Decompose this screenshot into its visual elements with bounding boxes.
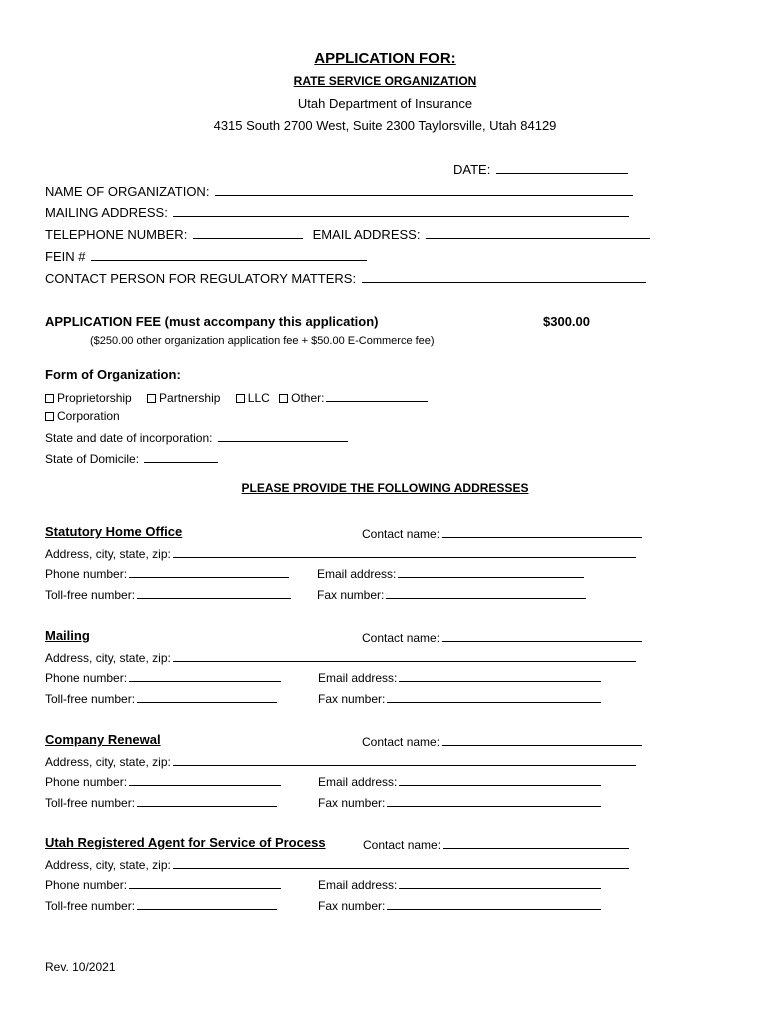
tollfree-label: Toll-free number: <box>45 588 136 602</box>
fein-row <box>45 248 367 264</box>
application-fee-label: APPLICATION FEE (must accompany this application) <box>45 314 379 329</box>
other-field[interactable] <box>326 389 428 402</box>
tollfree-field[interactable] <box>137 690 277 703</box>
tollfree-field[interactable] <box>137 897 277 910</box>
domicile-field[interactable] <box>144 450 218 463</box>
fax-row <box>317 586 586 602</box>
contact-name-row <box>362 629 642 645</box>
address-label: Address, city, state, zip: <box>45 858 171 872</box>
tollfree-field[interactable] <box>137 586 291 599</box>
regulatory-contact-field[interactable] <box>362 270 646 283</box>
fax-row <box>318 690 601 706</box>
incorporation-row <box>45 429 348 445</box>
address-field[interactable] <box>173 649 636 662</box>
email-field[interactable] <box>399 876 601 889</box>
fein-label: FEIN # <box>45 249 86 264</box>
date-label: DATE: <box>453 162 491 177</box>
contact-name-label: Contact name: <box>362 631 441 645</box>
checkbox-icon[interactable] <box>279 394 288 403</box>
address-field[interactable] <box>173 856 629 869</box>
fax-field[interactable] <box>387 897 601 910</box>
section-title: Mailing <box>45 628 90 643</box>
organization-form-heading: Form of Organization: <box>45 367 181 382</box>
email-row <box>317 565 584 581</box>
domicile-row <box>45 450 218 466</box>
checkbox-icon[interactable] <box>236 394 245 403</box>
email-field[interactable] <box>399 669 601 682</box>
phone-label: Phone number: <box>45 878 128 892</box>
fax-row <box>318 897 601 913</box>
domicile-label: State of Domicile: <box>45 452 140 466</box>
fax-label: Fax number: <box>318 796 386 810</box>
tollfree-row <box>45 794 277 810</box>
fee-breakdown-note: ($250.00 other organization application fee + $50.00 E-Commerce fee) <box>90 335 435 347</box>
address-field[interactable] <box>173 545 636 558</box>
incorporation-label: State and date of incorporation: <box>45 431 213 445</box>
tollfree-row <box>45 897 277 913</box>
fax-label: Fax number: <box>317 588 385 602</box>
fax-field[interactable] <box>387 690 601 703</box>
org-name-row <box>45 183 633 199</box>
contact-name-field[interactable] <box>443 836 629 849</box>
address-label: Address, city, state, zip: <box>45 755 171 769</box>
email-label: Email address: <box>318 671 398 685</box>
phone-label: Phone number: <box>45 775 128 789</box>
email-label: Email address: <box>318 878 398 892</box>
email-label: Email address: <box>317 567 397 581</box>
email-row <box>318 669 601 685</box>
phone-row <box>45 565 289 581</box>
mailing-address-field[interactable] <box>173 204 629 217</box>
address-row <box>45 649 636 665</box>
section-title: Utah Registered Agent for Service of Process <box>45 835 326 850</box>
checkbox-icon[interactable] <box>45 394 54 403</box>
phone-field[interactable] <box>129 773 281 786</box>
email-field[interactable] <box>398 565 584 578</box>
section-title: Statutory Home Office <box>45 524 183 539</box>
tollfree-field[interactable] <box>137 794 277 807</box>
phone-row <box>45 669 281 685</box>
phone-field[interactable] <box>129 565 289 578</box>
contact-name-row <box>363 836 629 852</box>
contact-name-label: Contact name: <box>362 735 441 749</box>
contact-name-label: Contact name: <box>363 838 442 852</box>
org-name-field[interactable] <box>215 183 633 196</box>
fax-label: Fax number: <box>318 692 386 706</box>
department-address: 4315 South 2700 West, Suite 2300 Taylorsville, Utah 84129 <box>213 118 557 133</box>
regulatory-contact-row <box>45 270 646 286</box>
option-llc[interactable]: LLC <box>236 391 270 405</box>
mailing-address-label: MAILING ADDRESS: <box>45 205 168 220</box>
checkbox-icon[interactable] <box>147 394 156 403</box>
date-row <box>453 161 628 177</box>
fein-field[interactable] <box>91 248 367 261</box>
contact-name-field[interactable] <box>442 629 642 642</box>
form-title: APPLICATION FOR: <box>314 50 456 67</box>
address-label: Address, city, state, zip: <box>45 651 171 665</box>
phone-row <box>45 773 281 789</box>
fax-field[interactable] <box>387 794 601 807</box>
mailing-address-row <box>45 204 629 220</box>
tollfree-label: Toll-free number: <box>45 796 136 810</box>
address-row <box>45 856 629 872</box>
org-name-label: NAME OF ORGANIZATION: <box>45 184 210 199</box>
tollfree-label: Toll-free number: <box>45 899 136 913</box>
phone-field[interactable] <box>129 876 281 889</box>
address-row <box>45 545 636 561</box>
contact-name-field[interactable] <box>442 733 642 746</box>
contact-name-row <box>362 733 642 749</box>
telephone-email-row <box>45 226 650 242</box>
addresses-heading: PLEASE PROVIDE THE FOLLOWING ADDRESSES <box>241 481 529 495</box>
email-label: Email address: <box>318 775 398 789</box>
section-title: Company Renewal <box>45 732 161 747</box>
email-row <box>318 773 601 789</box>
phone-field[interactable] <box>129 669 281 682</box>
application-fee-amount: $300.00 <box>543 314 590 329</box>
department-name: Utah Department of Insurance <box>297 96 473 111</box>
phone-label: Phone number: <box>45 567 128 581</box>
address-label: Address, city, state, zip: <box>45 547 171 561</box>
checkbox-icon[interactable] <box>45 412 54 421</box>
option-partnership[interactable]: Partnership <box>147 391 220 405</box>
email-field[interactable] <box>426 226 650 239</box>
email-label: EMAIL ADDRESS: <box>312 227 421 242</box>
regulatory-contact-label: CONTACT PERSON FOR REGULATORY MATTERS: <box>45 271 357 286</box>
fax-label: Fax number: <box>318 899 386 913</box>
contact-name-label: Contact name: <box>362 527 441 541</box>
form-subtitle: RATE SERVICE ORGANIZATION <box>293 74 477 88</box>
address-row <box>45 753 636 769</box>
organization-options-row <box>45 389 428 405</box>
telephone-field[interactable] <box>193 226 303 239</box>
option-proprietorship[interactable]: Proprietorship <box>45 391 132 405</box>
fax-row <box>318 794 601 810</box>
date-field[interactable] <box>496 161 628 174</box>
tollfree-row <box>45 586 291 602</box>
incorporation-field[interactable] <box>218 429 348 442</box>
tollfree-row <box>45 690 277 706</box>
option-corporation[interactable]: Corporation <box>45 409 120 423</box>
option-other[interactable]: Other: <box>279 391 428 405</box>
email-row <box>318 876 601 892</box>
contact-name-row <box>362 525 642 541</box>
revision-date: Rev. 10/2021 <box>45 960 116 974</box>
telephone-label: TELEPHONE NUMBER: <box>45 227 188 242</box>
email-field[interactable] <box>399 773 601 786</box>
fax-field[interactable] <box>386 586 586 599</box>
phone-row <box>45 876 281 892</box>
tollfree-label: Toll-free number: <box>45 692 136 706</box>
contact-name-field[interactable] <box>442 525 642 538</box>
phone-label: Phone number: <box>45 671 128 685</box>
address-field[interactable] <box>173 753 636 766</box>
